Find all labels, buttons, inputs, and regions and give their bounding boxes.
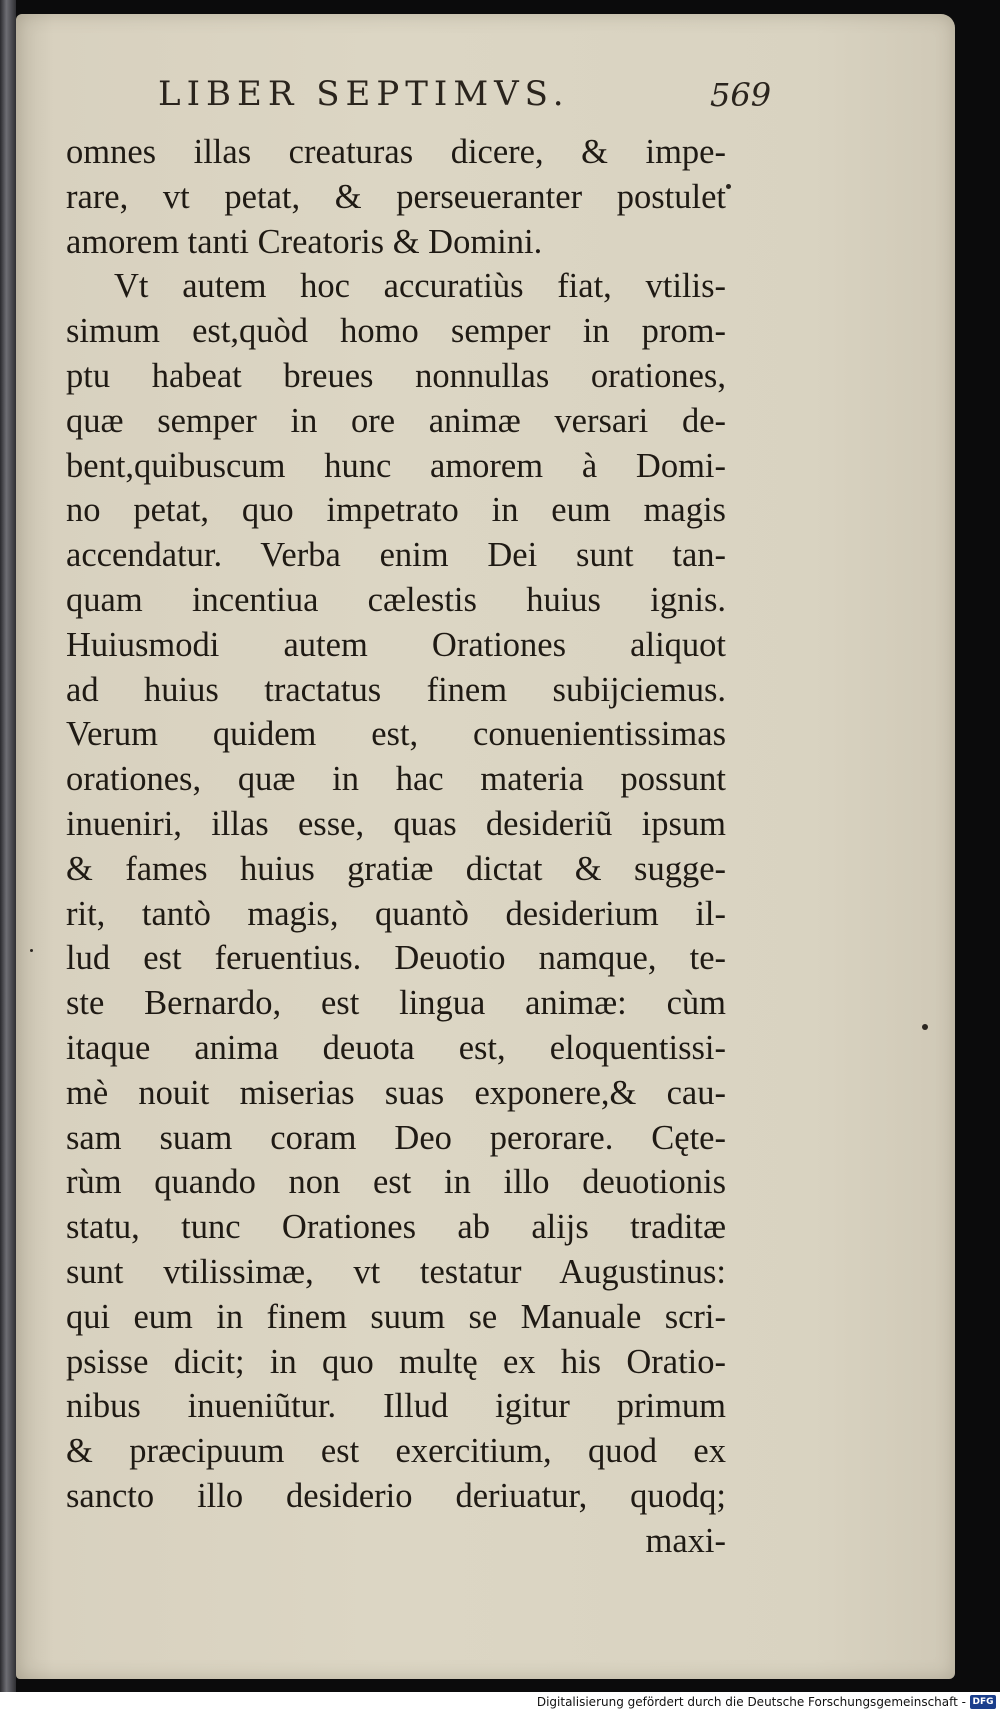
text-line: mè nouit miserias suas exponere,& cau-: [66, 1073, 726, 1112]
text-line: inueniri, illas esse, quas desideriũ ipsum: [66, 804, 726, 843]
text-line: rare, vt petat, & perseueranter postulet: [66, 177, 726, 216]
catchword: maxi-: [645, 1521, 726, 1560]
book-binding: [0, 0, 16, 1692]
text-line: itaque anima deuota est, eloquentissi-: [66, 1028, 726, 1067]
text-line: sam suam coram Deo perorare. Cęte-: [66, 1118, 726, 1157]
text-line: omnes illas creaturas dicere, & impe-: [66, 133, 726, 171]
text-line: ste Bernardo, est lingua animæ: cùm: [66, 984, 726, 1023]
text-line: Vt autem hoc accuratiùs fiat, vtilis-: [114, 267, 726, 306]
text-line: statu, tunc Orationes ab alijs traditæ: [66, 1208, 726, 1247]
text-line: bent,quibuscum hunc amorem à Domi-: [66, 446, 726, 485]
text-line: no petat, quo impetrato in eum magis: [66, 491, 726, 530]
text-line: Verum quidem est, conuenientissimas: [66, 715, 726, 754]
text-line: amorem tanti Creatoris & Domini.: [66, 222, 543, 261]
text-line: ad huius tractatus finem subijciemus.: [66, 670, 726, 709]
ink-speck: [922, 1024, 928, 1030]
text-line: rit, tantò magis, quantò desiderium il-: [66, 894, 726, 933]
text-line: sunt vtilissimæ, vt testatur Augustinus:: [66, 1252, 726, 1291]
text-line: simum est,quòd homo semper in prom-: [66, 312, 726, 351]
text-line: ptu habeat breues nonnullas orationes,: [66, 356, 726, 395]
text-line: rùm quando non est in illo deuotionis: [66, 1163, 726, 1202]
text-line: orationes, quæ in hac materia possunt: [66, 760, 726, 799]
text-line: nibus inueniũtur. Illud igitur primum: [66, 1387, 726, 1426]
text-line: quam incentiua cælestis huius ignis.: [66, 580, 726, 619]
running-title: LIBER SEPTIMVS.: [158, 74, 570, 114]
text-line: quæ semper in ore animæ versari de-: [66, 401, 726, 440]
funding-credit: Digitalisierung gefördert durch die Deutsche Forschungsgemeinschaft -: [536, 1695, 966, 1709]
page-number: 569: [710, 76, 772, 114]
dfg-logo: DFG: [970, 1695, 996, 1709]
text-line: psisse dicit; in quo multę ex his Oratio-: [66, 1342, 726, 1381]
text-line: accendatur. Verba enim Dei sunt tan-: [66, 536, 726, 575]
running-head: [16, 74, 955, 124]
text-line: & fames huius gratiæ dictat & sugge-: [66, 849, 726, 888]
text-line: sancto illo desiderio deriuatur, quodq;: [66, 1476, 726, 1515]
body-text: [66, 130, 726, 1564]
text-line: & præcipuum est exercitium, quod ex: [66, 1432, 726, 1471]
text-line: qui eum in finem suum se Manuale scri-: [66, 1297, 726, 1336]
ink-speck: [726, 184, 731, 189]
text-line: lud est feruentius. Deuotio namque, te-: [66, 939, 726, 978]
footer-bar: [0, 1692, 1000, 1715]
book-page: [16, 14, 955, 1679]
text-line: Huiusmodi autem Orationes aliquot: [66, 625, 726, 664]
ink-speck: [30, 949, 33, 952]
